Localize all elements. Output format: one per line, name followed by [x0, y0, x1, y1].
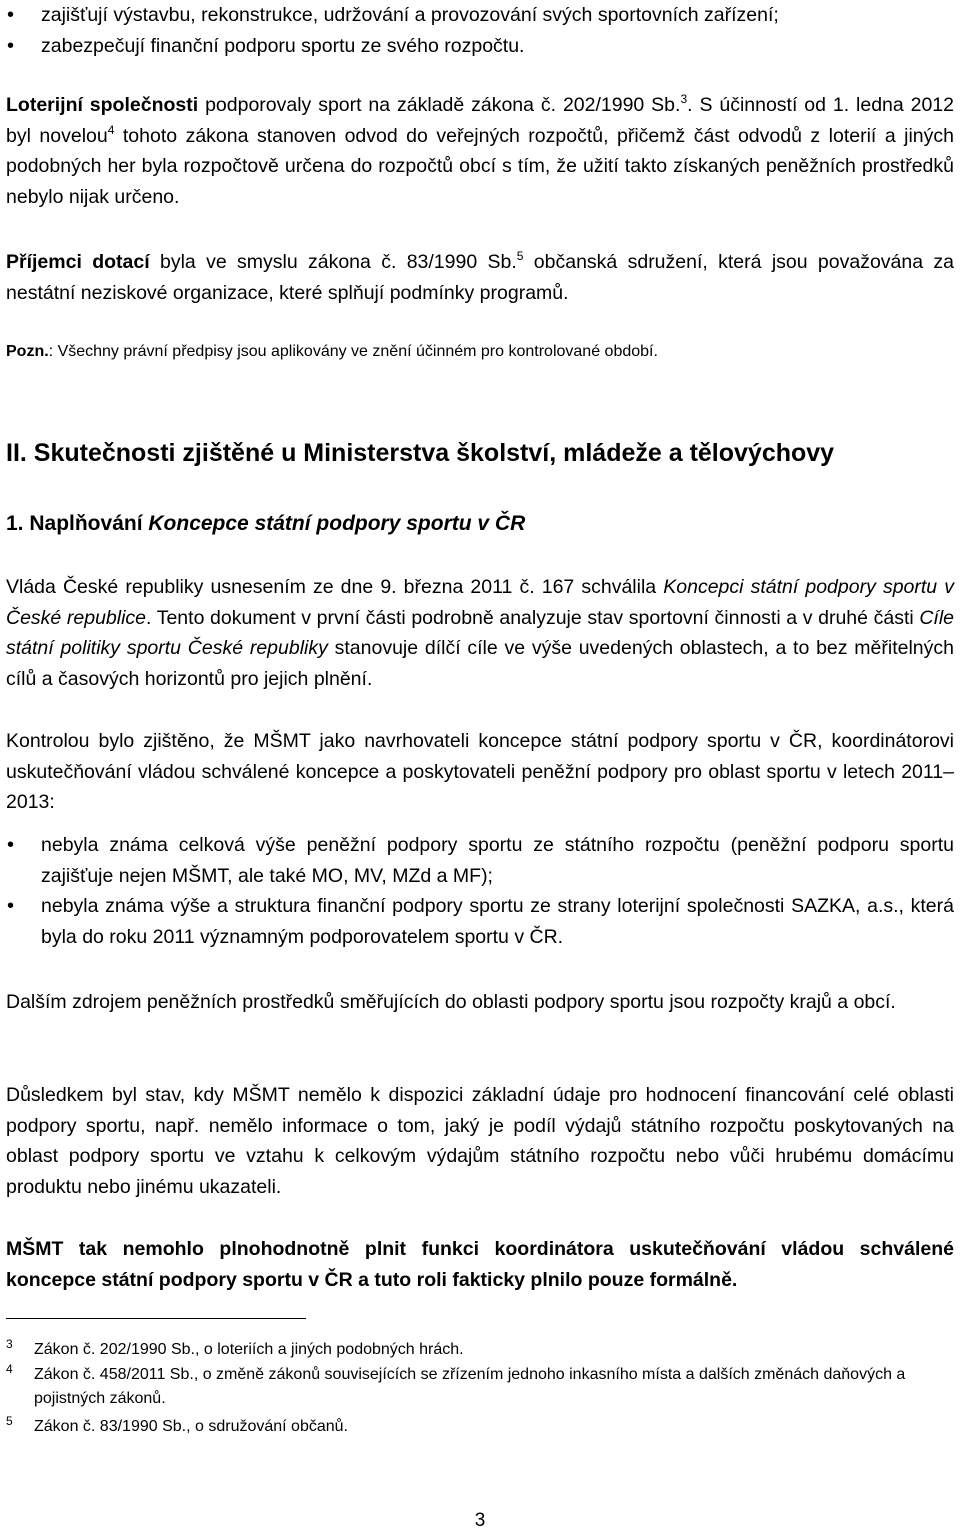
text-run: stanovuje dílčí cíle ve výše uvedených oblastech, a to bez měřitelných cílů a časových horizontů pro jejich plnění. — [6, 637, 954, 690]
heading-prefix: 1. Naplňování — [6, 512, 149, 535]
footnote-text: Zákon č. 202/1990 Sb., o loteriích a jiných podobných hrách. — [34, 1341, 464, 1358]
paragraph-government — [6, 572, 954, 694]
text-run: byla ve smyslu zákona č. 83/1990 Sb. — [149, 251, 517, 273]
text-run: Vláda České republiky usnesením ze dne 9. března 2011 č. 167 schválila — [6, 576, 664, 598]
footnote-number: 3 — [6, 1337, 13, 1351]
footnote-number: 5 — [6, 1414, 13, 1428]
list-item: • zabezpečují finanční podporu sportu ze svého rozpočtu. — [6, 31, 954, 62]
paragraph-conclusion: MŠMT tak nemohlo plnohodnotně plnit funkci koordinátora uskutečňování vládou schválené koncepce státní podpory sportu v ČR a tuto roli fakticky plnilo pouze formálně. — [6, 1238, 954, 1291]
footnote-5 — [6, 1415, 954, 1439]
list-item: • nebyla známa celková výše peněžní podpory sportu ze státního rozpočtu (peněžní podporu sportu zajišťuje nejen MŠMT, ale také MO, MV, MZd a MF); — [6, 830, 954, 891]
italic-title: Koncepci státní podpory sportu v České republice — [6, 576, 954, 629]
paragraph-lottery — [6, 90, 954, 212]
note-label: Pozn. — [6, 343, 49, 360]
note — [6, 339, 954, 365]
list-item: • nebyla známa výše a struktura finanční podpory sportu ze strany loterijní společnosti SAZKA, a.s., která byla do roku 2011 významným podporovatelem sportu v ČR. — [6, 891, 954, 952]
footnote-ref-4[interactable]: 4 — [107, 122, 115, 137]
bullet-list-municipal — [6, 0, 954, 61]
subsection-heading — [6, 509, 954, 539]
footnote-ref-5[interactable]: 5 — [516, 249, 524, 263]
note-text: : Všechny právní předpisy jsou aplikovány ve znění účinném pro kontrolované období. — [48, 343, 658, 360]
paragraph-control: Kontrolou bylo zjištěno, že MŠMT jako navrhovateli koncepce státní podpory sportu v ČR, koordinátorovi uskutečňování vládou schválené koncepce a poskytovateli peněžní podpory pro oblast sportu v letech 2011–2013: — [6, 730, 954, 813]
text-run: občanská sdružení, která jsou považována za nestátní neziskové organizace, které splňují podmínky programů. — [6, 251, 954, 304]
paragraph-recipients — [6, 247, 954, 308]
lottery-bold: Loterijní společnosti — [6, 94, 199, 116]
paragraph-consequence: Důsledkem byl stav, kdy MŠMT nemělo k dispozici základní údaje pro hodnocení financování celé oblasti podpory sportu, např. nemělo informace o tom, jaký je podíl výdajů státního rozpočtu poskytovaných na oblast podpory sportu ve vztahu k celkovým výdajům státního rozpočtu nebo vůči hrubému domácímu produktu nebo jinému ukazateli. — [6, 1084, 954, 1198]
recipients-bold: Příjemci dotací — [6, 251, 150, 273]
footnote-divider — [6, 1318, 306, 1319]
text-run: tohoto zákona stanoven odvod do veřejných rozpočtů, přičemž část odvodů z loterií a jiných podobných her byla rozpočtově určena do rozpočtů obcí s tím, že užití takto získaných peněžních prostředků nebylo nijak určeno. — [6, 124, 954, 208]
footnote-4 — [6, 1363, 954, 1411]
footnote-3 — [6, 1338, 954, 1362]
footnote-text: Zákon č. 83/1990 Sb., o sdružování občanů. — [34, 1418, 348, 1435]
list-item: • zajišťují výstavbu, rekonstrukce, udržování a provozování svých sportovních zařízení; — [6, 0, 954, 31]
text-run: . S účinností od 1. ledna 2012 byl novelou — [6, 94, 955, 147]
text-run: . Tento dokument v první části podrobně analyzuje stav sportovní činnosti a v druhé části — [146, 606, 920, 629]
bullet-list-findings — [6, 830, 954, 952]
paragraph-other-source: Dalším zdrojem peněžních prostředků směřujících do oblasti podpory sportu jsou rozpočty krajů a obcí. — [6, 991, 896, 1013]
page-number: 3 — [474, 1510, 486, 1531]
footnote-text: Zákon č. 458/2011 Sb., o změně zákonů souvisejících se zřízením jednoho inkasního místa a dalších změnách daňových a pojistných zákonů. — [34, 1366, 906, 1407]
section-heading: II. Skutečnosti zjištěné u Ministerstva školství, mládeže a tělovýchovy — [6, 439, 835, 467]
footnote-ref-3[interactable]: 3 — [680, 92, 688, 106]
text-run: podporovaly sport na základě zákona č. 202/1990 Sb. — [198, 94, 681, 116]
footnote-number: 4 — [6, 1362, 13, 1376]
heading-italic: Koncepce státní podpory sportu v ČR — [148, 512, 526, 535]
italic-title: Cíle státní politiky sportu České republiky — [6, 606, 954, 659]
